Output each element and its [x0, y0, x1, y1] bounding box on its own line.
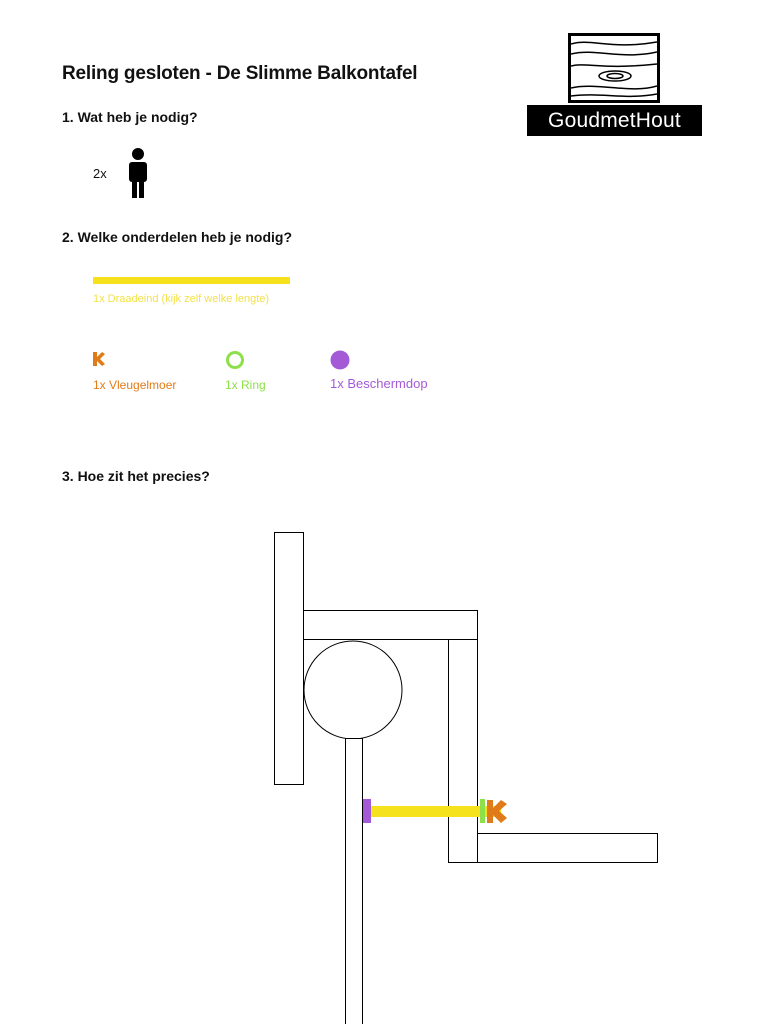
protective-cap [363, 799, 371, 823]
table-bracket-side [449, 640, 478, 863]
washer-ring [480, 799, 485, 823]
wing-nut [487, 800, 507, 823]
step3-heading: 3. Hoe zit het precies? [62, 468, 210, 484]
railing-upright [275, 533, 304, 785]
ring-label: 1x Ring [225, 378, 266, 392]
railing-handrail [304, 641, 402, 739]
cap-icon [330, 350, 350, 370]
logo-text: GoudmetHout [527, 105, 702, 136]
threaded-rod [371, 806, 501, 817]
ring-icon [225, 350, 245, 370]
step2-heading: 2. Welke onderdelen heb je nodig? [62, 229, 293, 245]
cap-label: 1x Beschermdop [330, 376, 428, 391]
railing-baluster [346, 739, 363, 1024]
person-count: 2x [93, 166, 107, 181]
table-bracket-top [304, 611, 478, 640]
table-top [478, 834, 658, 863]
page-title: Reling gesloten - De Slimme Balkontafel [62, 63, 418, 84]
wood-grain-icon [568, 33, 660, 103]
threaded-rod-swatch [93, 277, 290, 284]
threaded-rod-label: 1x Draadeind (kijk zelf welke lengte) [93, 293, 270, 305]
wing-nut-icon [92, 351, 106, 367]
brand-logo [527, 33, 702, 136]
step1-heading: 1. Wat heb je nodig? [62, 109, 198, 125]
person-icon [127, 148, 149, 198]
wing-nut-label: 1x Vleugelmoer [93, 378, 177, 392]
